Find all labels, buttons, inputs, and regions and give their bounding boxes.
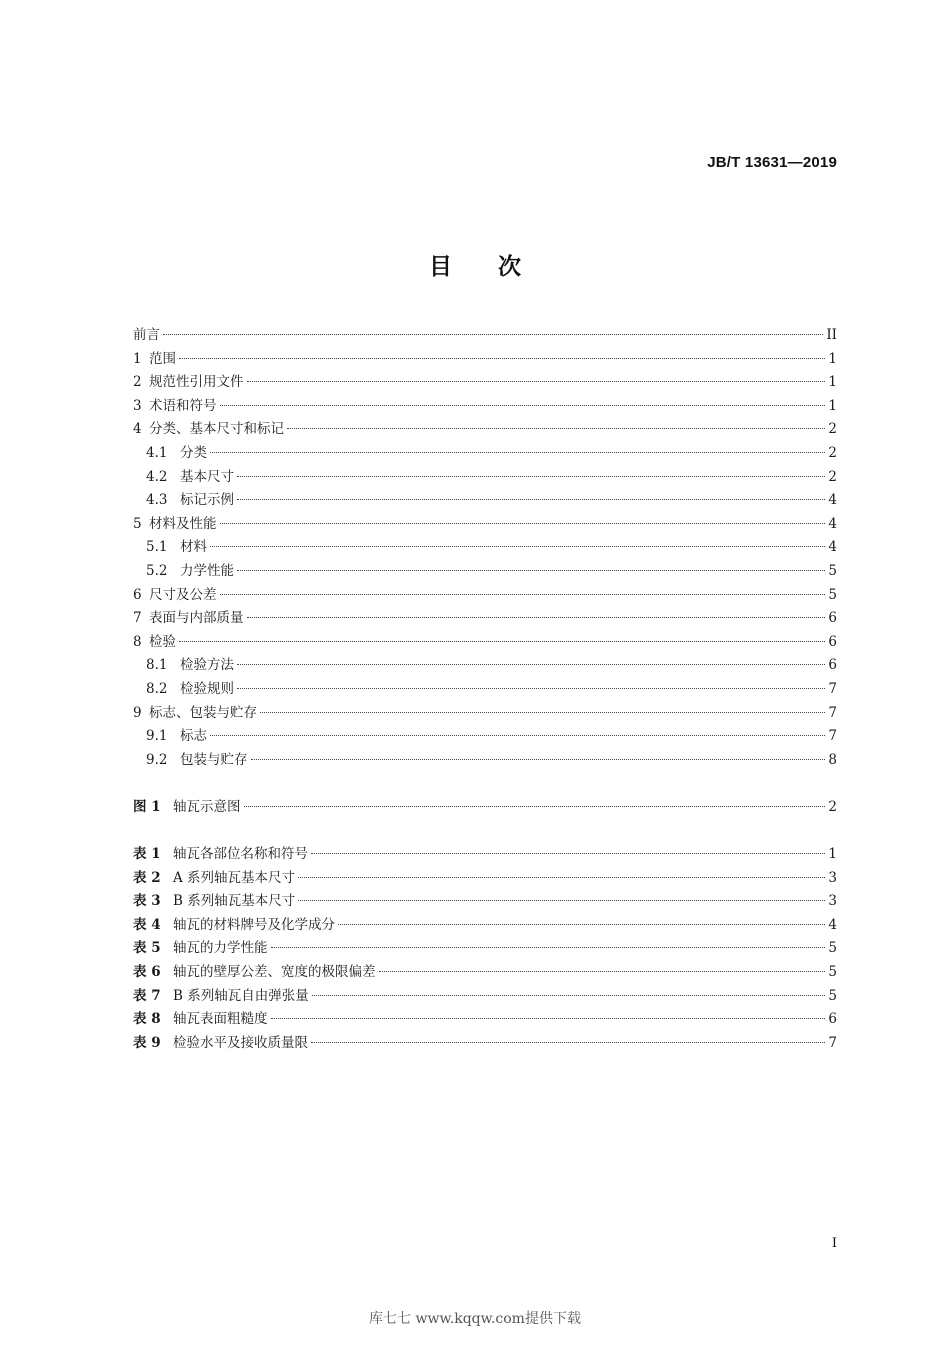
- toc-entry-number: 表 8: [133, 1011, 161, 1028]
- toc-entry-label: A 系列轴瓦基本尺寸: [173, 869, 296, 886]
- toc-table-entry[interactable]: [133, 867, 837, 891]
- toc-entry-page: 2: [828, 444, 837, 461]
- dot-leader: [220, 523, 826, 524]
- toc-entry-number: 4.1: [146, 444, 168, 461]
- toc-entry-label: 力学性能: [180, 562, 234, 579]
- toc-entry-number: 表 1: [133, 846, 161, 863]
- toc-entry-number: 1: [133, 350, 142, 367]
- toc-entry-number: 表 3: [133, 893, 161, 910]
- dot-leader: [237, 476, 825, 477]
- toc-entry-label: B 系列轴瓦自由弹张量: [173, 987, 309, 1004]
- toc-table-entry[interactable]: [133, 961, 837, 985]
- toc-entry-label: 轴瓦示意图: [173, 798, 241, 815]
- dot-leader: [220, 594, 826, 595]
- toc-entry-number: 图 1: [133, 798, 161, 815]
- dot-leader: [179, 358, 825, 359]
- dot-leader: [163, 334, 823, 335]
- dot-leader: [237, 664, 825, 665]
- dot-leader: [179, 641, 825, 642]
- toc-entry[interactable]: [133, 654, 837, 678]
- toc-entry[interactable]: [133, 607, 837, 631]
- toc-table-entry[interactable]: [133, 1032, 837, 1056]
- toc-entry-number: 8: [133, 633, 142, 650]
- toc-entry-page: 1: [828, 397, 837, 414]
- dot-leader: [237, 499, 825, 500]
- toc-table-entry[interactable]: [133, 937, 837, 961]
- dot-leader: [247, 617, 826, 618]
- toc-entry-number: 表 2: [133, 869, 161, 886]
- toc-gap: [133, 772, 837, 796]
- toc-table-entry[interactable]: [133, 1008, 837, 1032]
- dot-leader: [237, 688, 825, 689]
- toc-entry-number: 5.2: [146, 562, 168, 579]
- toc-entry[interactable]: [133, 513, 837, 537]
- toc-entry[interactable]: [133, 348, 837, 372]
- toc-entry-page: 3: [828, 869, 837, 886]
- toc-entry-number: 9: [133, 704, 142, 721]
- toc-entry-label: 材料及性能: [149, 515, 217, 532]
- toc-entry-label: 表面与内部质量: [149, 610, 244, 627]
- toc-entry[interactable]: [133, 560, 837, 584]
- toc-entry-number: 7: [133, 610, 142, 627]
- dot-leader: [312, 995, 826, 996]
- toc-entry-label: 标志、包装与贮存: [149, 704, 257, 721]
- table-of-contents: [133, 324, 837, 1055]
- dot-leader: [210, 735, 825, 736]
- toc-entry-label: 术语和符号: [149, 397, 217, 414]
- toc-entry-label: 分类、基本尺寸和标记: [149, 421, 284, 438]
- toc-entry-number: 表 5: [133, 940, 161, 957]
- toc-entry-label: 轴瓦表面粗糙度: [173, 1011, 268, 1028]
- toc-entry-label: 前言: [133, 327, 160, 343]
- toc-entry-number: 9.1: [146, 728, 168, 745]
- toc-entry[interactable]: [133, 702, 837, 726]
- toc-entry[interactable]: [133, 442, 837, 466]
- toc-entry-label: 检验规则: [180, 680, 234, 697]
- toc-entry[interactable]: [133, 395, 837, 419]
- dot-leader: [298, 900, 825, 901]
- toc-entry-page: 7: [828, 704, 837, 721]
- toc-entry-number: 表 6: [133, 964, 161, 981]
- toc-entry-page: 5: [828, 586, 837, 603]
- toc-tables: [133, 843, 837, 1055]
- dot-leader: [311, 1042, 825, 1043]
- toc-entry-page: 5: [828, 964, 837, 981]
- dot-leader: [210, 452, 825, 453]
- toc-entry[interactable]: [133, 584, 837, 608]
- dot-leader: [247, 381, 826, 382]
- toc-entry-label: 包装与贮存: [180, 751, 248, 768]
- toc-entry-label: 轴瓦的壁厚公差、宽度的极限偏差: [173, 964, 376, 981]
- toc-entry-label: 检验方法: [180, 657, 234, 674]
- toc-table-entry[interactable]: [133, 890, 837, 914]
- toc-table-entry[interactable]: [133, 843, 837, 867]
- toc-entry-number: 2: [133, 374, 142, 391]
- toc-entry-page: 8: [828, 751, 837, 768]
- dot-leader: [338, 924, 825, 925]
- toc-entry-label: 尺寸及公差: [149, 586, 217, 603]
- toc-entry-page: 1: [828, 350, 837, 367]
- toc-entry-number: 6: [133, 586, 142, 603]
- page-title: 目次: [429, 254, 567, 280]
- toc-entry[interactable]: [133, 678, 837, 702]
- toc-entry-page: 5: [828, 940, 837, 957]
- dot-leader: [379, 971, 826, 972]
- toc-figures: [133, 796, 837, 820]
- toc-entry-number: 9.2: [146, 751, 168, 768]
- toc-entry-page: 3: [828, 893, 837, 910]
- toc-gap: [133, 819, 837, 843]
- toc-entry[interactable]: [133, 371, 837, 395]
- toc-entry-label: 分类: [180, 444, 207, 461]
- toc-entry-page: 4: [828, 515, 837, 532]
- toc-entry-label: 基本尺寸: [180, 468, 234, 485]
- toc-entry[interactable]: [133, 749, 837, 773]
- toc-entry[interactable]: [133, 489, 837, 513]
- toc-entry[interactable]: [133, 418, 837, 442]
- dot-leader: [210, 546, 825, 547]
- toc-entry-number: 表 7: [133, 987, 161, 1004]
- toc-entry-page: 6: [828, 610, 837, 627]
- toc-entry-page: 1: [828, 846, 837, 863]
- page-number: I: [831, 1236, 837, 1251]
- toc-table-entry[interactable]: [133, 985, 837, 1009]
- toc-entry-number: 表 4: [133, 916, 161, 933]
- toc-entry-page: 6: [828, 657, 837, 674]
- toc-entry-label: 检验: [149, 633, 176, 650]
- toc-entry-page: 5: [828, 987, 837, 1004]
- toc-entry-number: 表 9: [133, 1034, 161, 1051]
- toc-entry-page: 7: [828, 1034, 837, 1051]
- toc-entry-page: 6: [828, 633, 837, 650]
- toc-entry-number: 4: [133, 421, 142, 438]
- toc-entry-page: 2: [828, 468, 837, 485]
- toc-entry-number: 4.2: [146, 468, 168, 485]
- dot-leader: [311, 853, 825, 854]
- toc-entry-number: 5.1: [146, 539, 168, 556]
- toc-entry-page: II: [826, 327, 837, 343]
- toc-entry-number: 8.1: [146, 657, 168, 674]
- toc-entry-label: B 系列轴瓦基本尺寸: [173, 893, 296, 910]
- toc-entry-label: 材料: [180, 539, 207, 556]
- toc-entry-page: 1: [828, 374, 837, 391]
- toc-entry-page: 2: [828, 798, 837, 815]
- toc-entry[interactable]: [133, 631, 837, 655]
- toc-entry-page: 7: [828, 680, 837, 697]
- toc-entry-page: 4: [828, 492, 837, 509]
- toc-entry-number: 4.3: [146, 492, 168, 509]
- toc-chapters: [133, 324, 837, 772]
- dot-leader: [244, 806, 826, 807]
- toc-entry-page: 4: [828, 916, 837, 933]
- dot-leader: [271, 1018, 826, 1019]
- dot-leader: [220, 405, 826, 406]
- toc-entry-number: 8.2: [146, 680, 168, 697]
- download-watermark: 库七七 www.kqqw.com提供下载: [369, 1311, 581, 1327]
- toc-entry-label: 轴瓦的力学性能: [173, 940, 268, 957]
- toc-entry-number: 3: [133, 397, 142, 414]
- toc-entry-page: 7: [828, 728, 837, 745]
- toc-entry-page: 6: [828, 1011, 837, 1028]
- toc-entry-label: 范围: [149, 350, 176, 367]
- toc-entry-number: 5: [133, 515, 142, 532]
- toc-entry-page: 5: [828, 562, 837, 579]
- toc-entry-label: 轴瓦各部位名称和符号: [173, 846, 308, 863]
- dot-leader: [237, 570, 825, 571]
- dot-leader: [260, 712, 825, 713]
- toc-entry-label: 标记示例: [180, 492, 234, 509]
- toc-entry[interactable]: [133, 536, 837, 560]
- toc-entry-page: 4: [828, 539, 837, 556]
- toc-entry-label: 检验水平及接收质量限: [173, 1034, 308, 1051]
- dot-leader: [298, 877, 825, 878]
- toc-entry-page: 2: [828, 421, 837, 438]
- toc-entry[interactable]: [133, 324, 837, 348]
- toc-entry[interactable]: [133, 466, 837, 490]
- standard-number: JB/T 13631—2019: [707, 154, 837, 171]
- toc-entry-label: 标志: [180, 728, 207, 745]
- toc-entry[interactable]: [133, 725, 837, 749]
- dot-leader: [251, 759, 826, 760]
- toc-entry-label: 规范性引用文件: [149, 374, 244, 391]
- dot-leader: [287, 428, 825, 429]
- toc-table-entry[interactable]: [133, 914, 837, 938]
- toc-entry-label: 轴瓦的材料牌号及化学成分: [173, 916, 335, 933]
- dot-leader: [271, 947, 826, 948]
- toc-table-entry[interactable]: [133, 796, 837, 820]
